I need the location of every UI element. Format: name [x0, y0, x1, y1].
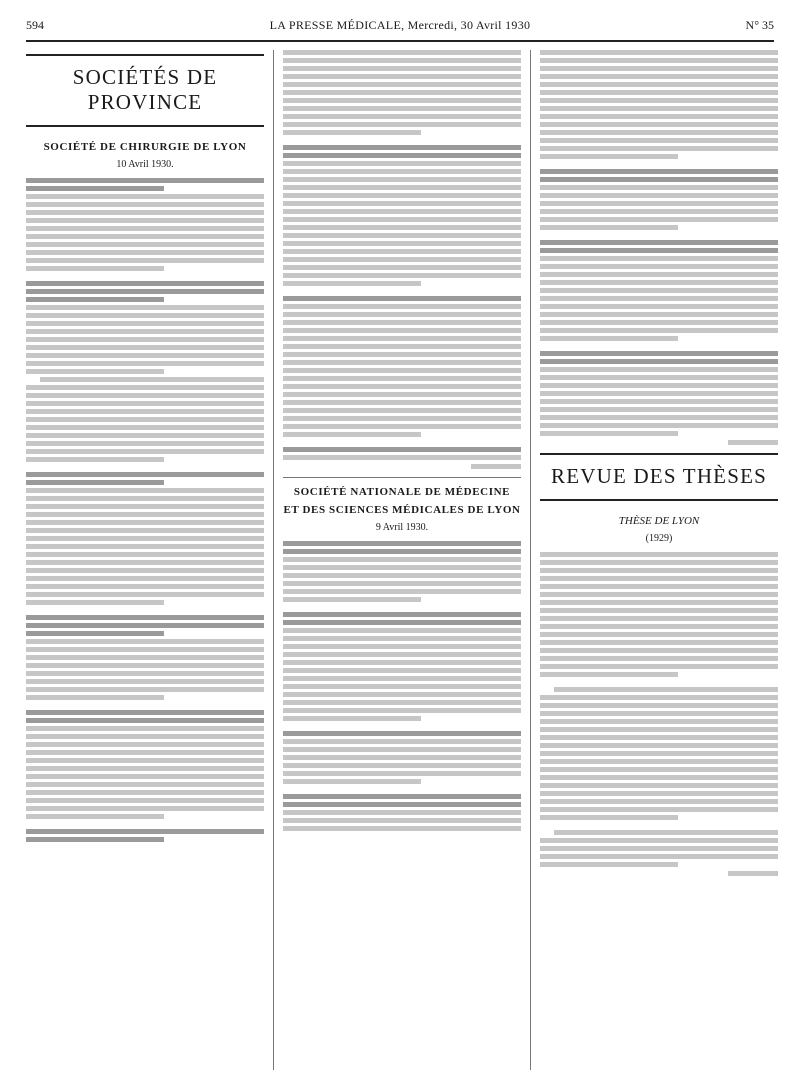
text-block	[283, 50, 521, 135]
author-signature	[471, 464, 521, 469]
text-block	[283, 541, 521, 602]
running-head: LA PRESSE MÉDICALE, Mercredi, 30 Avril 1930	[269, 18, 531, 32]
thesis-rubric: THÈSE DE LYON	[618, 515, 700, 527]
text-block	[26, 829, 264, 842]
column-left	[26, 50, 264, 845]
column-middle	[283, 50, 521, 834]
page-header	[26, 14, 774, 42]
session-date: 9 Avril 1930.	[375, 522, 429, 533]
text-block	[26, 472, 264, 605]
issue-number: N° 35	[745, 18, 774, 32]
society-heading-line2: ET DES SCIENCES MÉDICALES DE LYON	[283, 504, 521, 516]
author-signature	[728, 440, 778, 445]
text-block	[540, 240, 778, 341]
text-block	[540, 830, 778, 867]
text-block	[26, 377, 264, 462]
text-block	[283, 145, 521, 286]
text-block	[283, 296, 521, 437]
text-block	[283, 731, 521, 784]
text-block	[540, 50, 778, 159]
text-block	[283, 794, 521, 831]
column-rule	[273, 50, 274, 1070]
column-right	[540, 50, 778, 884]
text-block	[283, 612, 521, 721]
society-heading: SOCIÉTÉ DE CHIRURGIE DE LYON	[43, 141, 247, 153]
session-date: 10 Avril 1930.	[116, 159, 174, 170]
page-number: 594	[26, 18, 44, 32]
text-block	[540, 351, 778, 436]
thesis-year: (1929)	[645, 533, 673, 544]
text-block	[540, 552, 778, 677]
column-rule	[530, 50, 531, 1070]
section-title: SOCIÉTÉS DE PROVINCE	[26, 54, 264, 127]
text-block	[26, 615, 264, 700]
text-block	[26, 281, 264, 374]
author-signature	[728, 871, 778, 876]
section-title: REVUE DES THÈSES	[540, 453, 778, 501]
text-block	[540, 169, 778, 230]
text-block	[540, 687, 778, 820]
text-block	[283, 447, 521, 460]
society-heading-line1: SOCIÉTÉ NATIONALE DE MÉDECINE	[293, 486, 511, 498]
text-block	[26, 710, 264, 819]
text-block	[26, 178, 264, 271]
